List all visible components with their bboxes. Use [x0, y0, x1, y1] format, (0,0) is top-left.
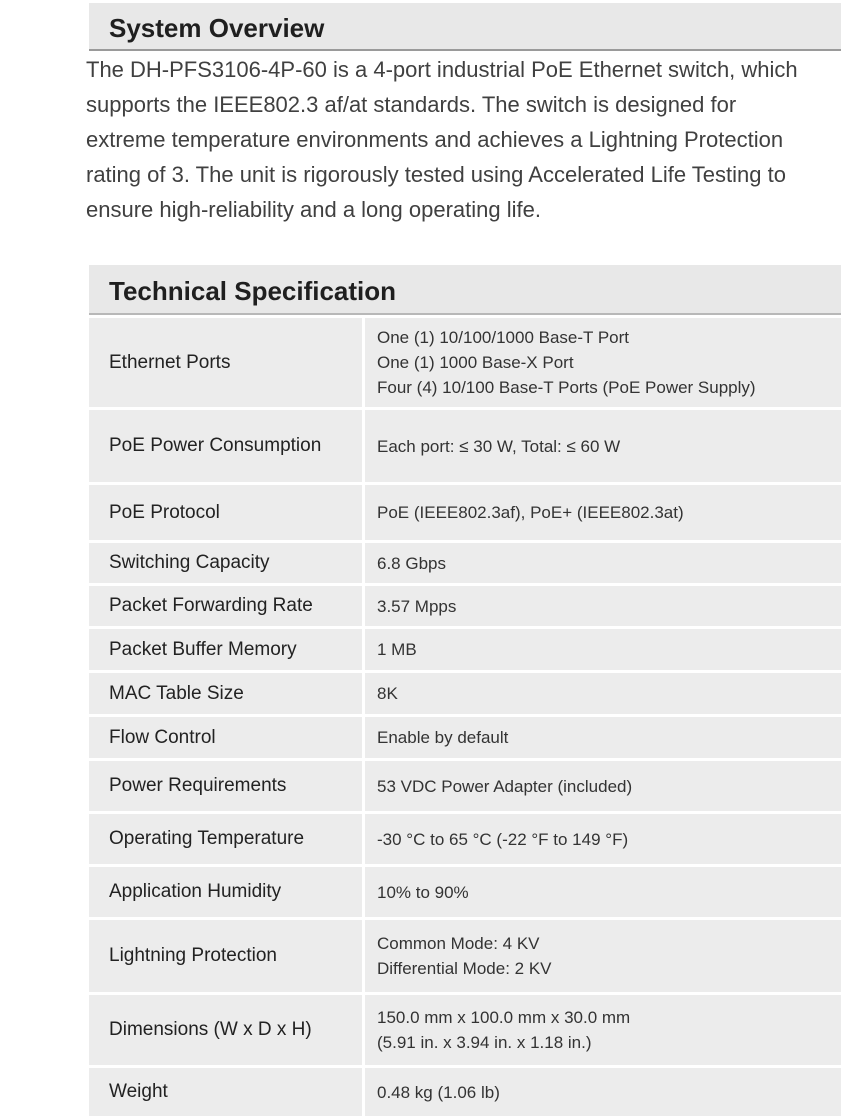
spec-value-line: Differential Mode: 2 KV: [377, 959, 552, 978]
table-row: [89, 673, 841, 714]
spec-value: [365, 318, 841, 407]
table-row: [89, 1068, 841, 1116]
spec-value-line: 53 VDC Power Adapter (included): [377, 776, 633, 796]
overview-paragraph: [86, 52, 838, 227]
spec-value-line: 1 MB: [377, 640, 417, 659]
spec-label: Weight: [89, 1068, 362, 1116]
spec-label: Power Requirements: [89, 761, 362, 811]
spec-value: [365, 717, 841, 758]
spec-value: [365, 814, 841, 864]
spec-value-line: 10% to 90%: [377, 882, 469, 902]
spec-label: MAC Table Size: [89, 673, 362, 714]
spec-value-line: Common Mode: 4 KV: [377, 934, 540, 953]
spec-value: [365, 673, 841, 714]
table-row: [89, 761, 841, 811]
spec-value-line: 0.48 kg (1.06 lb): [377, 1082, 500, 1102]
spec-label: Lightning Protection: [89, 920, 362, 992]
table-row: [89, 543, 841, 583]
table-row: [89, 717, 841, 758]
spec-value: [365, 867, 841, 917]
spec-value-line: -30 °C to 65 °C (-22 °F to 149 °F): [377, 829, 629, 849]
table-row: [89, 867, 841, 917]
spec-value: [365, 995, 841, 1065]
table-row: [89, 410, 841, 482]
spec-value-line: Each port: ≤ 30 W, Total: ≤ 60 W: [377, 436, 621, 456]
overview-line: rating of 3. The unit is rigorously tested using Accelerated Life Testing to: [86, 162, 786, 187]
spec-label: Ethernet Ports: [89, 318, 362, 407]
overview-line: supports the IEEE802.3 af/at standards. The switch is designed for: [86, 92, 737, 117]
spec-label: Flow Control: [89, 717, 362, 758]
overview-title: System Overview: [109, 13, 325, 43]
spec-label: Packet Forwarding Rate: [89, 586, 362, 626]
spec-title: Technical Specification: [109, 276, 397, 306]
spec-value-line: Enable by default: [377, 728, 509, 747]
spec-value-line: (5.91 in. x 3.94 in. x 1.18 in.): [377, 1033, 592, 1052]
spec-value-line: PoE (IEEE802.3af), PoE+ (IEEE802.3at): [377, 503, 684, 522]
spec-label: Application Humidity: [89, 867, 362, 917]
spec-value: [365, 586, 841, 626]
table-row: [89, 586, 841, 626]
spec-value-line: 150.0 mm x 100.0 mm x 30.0 mm: [377, 1008, 631, 1027]
overview-line: extreme temperature environments and achieves a Lightning Protection: [86, 127, 784, 152]
spec-value: [365, 761, 841, 811]
spec-label: Operating Temperature: [89, 814, 362, 864]
spec-value: [365, 920, 841, 992]
spec-value: [365, 1068, 841, 1116]
spec-value-line: One (1) 1000 Base-X Port: [377, 353, 574, 372]
spec-table: [89, 265, 841, 1116]
spec-value-line: Four (4) 10/100 Base-T Ports (PoE Power Supply): [377, 378, 756, 397]
overview-line: ensure high-reliability and a long operating life.: [86, 197, 541, 222]
table-row: [89, 920, 841, 992]
spec-label: Packet Buffer Memory: [89, 629, 362, 670]
spec-value: [365, 543, 841, 583]
spec-value: [365, 629, 841, 670]
spec-label: Switching Capacity: [89, 543, 362, 583]
spec-label: Dimensions (W x D x H): [89, 995, 362, 1065]
spec-rows: [89, 318, 841, 1116]
spec-value: [365, 485, 841, 540]
overview-line: The DH-PFS3106-4P-60 is a 4-port industrial PoE Ethernet switch, which: [86, 57, 798, 82]
spec-value-line: 6.8 Gbps: [377, 553, 446, 573]
spec-value: [365, 410, 841, 482]
spec-value-line: One (1) 10/100/1000 Base-T Port: [377, 328, 630, 347]
table-row: [89, 318, 841, 407]
spec-value-line: 8K: [377, 684, 398, 703]
table-row: [89, 629, 841, 670]
spec-header: [89, 265, 841, 315]
table-row: [89, 814, 841, 864]
spec-value-line: 3.57 Mpps: [377, 596, 457, 616]
overview-header: [89, 3, 841, 51]
table-row: [89, 485, 841, 540]
spec-label: PoE Power Consumption: [89, 410, 362, 482]
table-row: [89, 995, 841, 1065]
spec-label: PoE Protocol: [89, 485, 362, 540]
